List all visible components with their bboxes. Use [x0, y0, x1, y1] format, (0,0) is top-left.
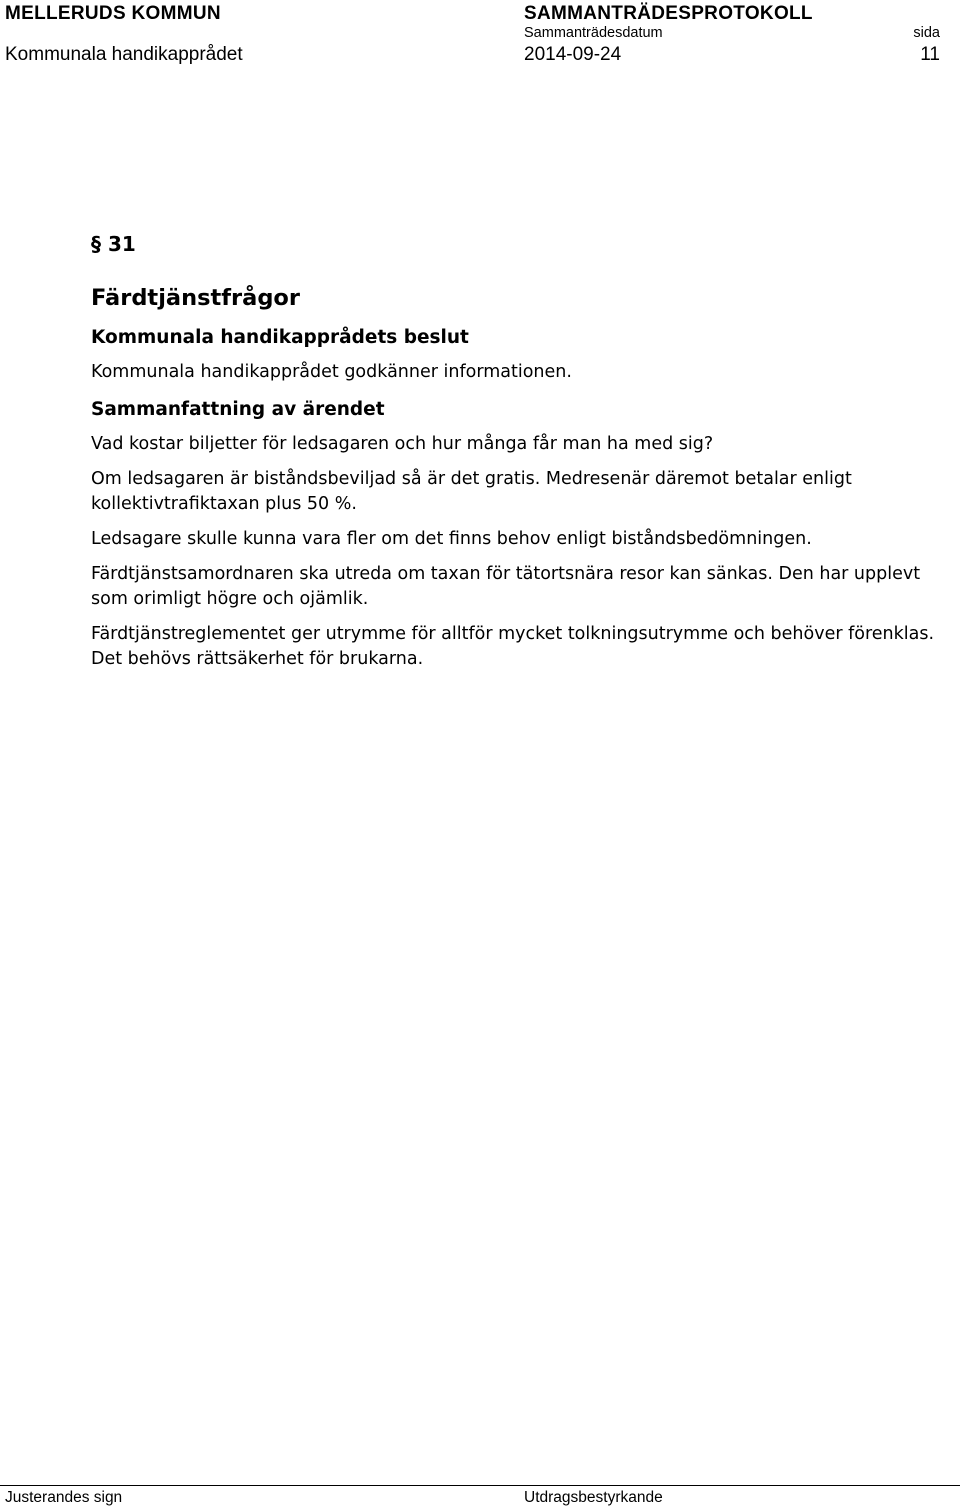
committee-name: Kommunala handikapprådet: [5, 44, 243, 65]
summary-paragraph: Om ledsagaren är biståndsbeviljad så är det gratis. Medresenär däremot betalar enligt kollektivtrafiktaxan plus 50 %.: [91, 469, 852, 514]
footer-extract-label: Utdragsbestyrkande: [524, 1489, 663, 1506]
page-number: 11: [920, 44, 940, 65]
decision-text: Kommunala handikapprådet godkänner informationen.: [91, 362, 572, 382]
decision-heading: Kommunala handikapprådets beslut: [91, 327, 469, 348]
summary-paragraph: Färdtjänstsamordnaren ska utreda om taxan för tätortsnära resor kan sänkas. Den har upplevt som orimligt högre och ojämlik.: [91, 564, 921, 609]
meeting-date: 2014-09-24: [524, 44, 622, 65]
summary-heading: Sammanfattning av ärendet: [91, 399, 385, 420]
footer-divider: [0, 1485, 960, 1486]
paragraph-number: § 31: [91, 232, 136, 256]
case-title: Färdtjänstfrågor: [91, 285, 300, 311]
summary-paragraph: Vad kostar biljetter för ledsagaren och hur många får man ha med sig?: [91, 434, 714, 454]
summary-paragraph: Ledsagare skulle kunna vara fler om det finns behov enligt biståndsbedömningen.: [91, 529, 812, 549]
protocol-item: [91, 232, 951, 672]
meeting-date-label: Sammanträdesdatum: [524, 25, 663, 41]
footer-sign-label: Justerandes sign: [5, 1489, 123, 1506]
organization-name: MELLERUDS KOMMUN: [5, 3, 221, 24]
document-type: SAMMANTRÄDESPROTOKOLL: [524, 3, 813, 24]
page-label: sida: [913, 25, 940, 41]
summary-paragraph: Färdtjänstreglementet ger utrymme för alltför mycket tolkningsutrymme och behöver förenklas. Det behövs rättsäkerhet för brukarna.: [91, 624, 935, 669]
